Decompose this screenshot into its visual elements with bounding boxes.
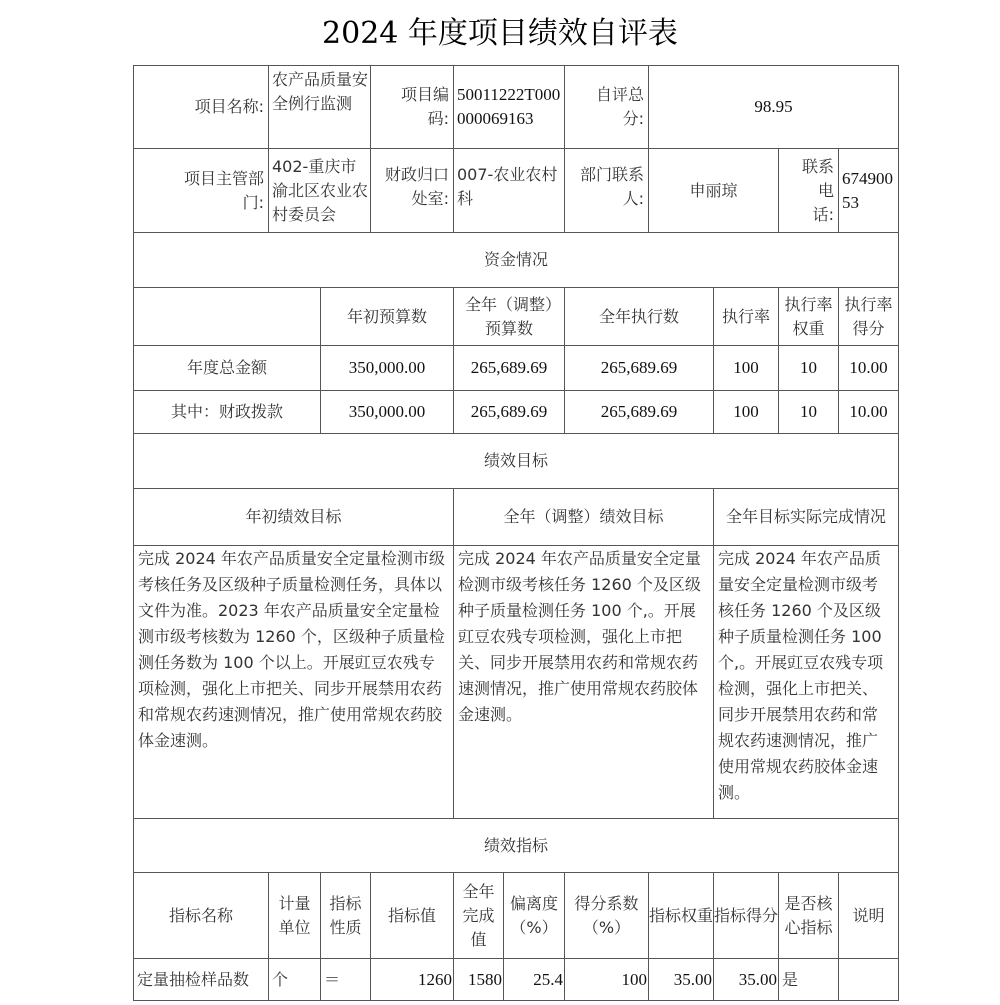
funding-row-fiscal-adjusted: 265,689.69 (453, 390, 565, 434)
project-name-value: 农产品质量安全例行监测 (268, 65, 371, 149)
funding-row-total-score: 10.00 (838, 345, 899, 391)
goals-section-title: 绩效目标 (133, 433, 899, 489)
indicator-row-note (838, 958, 899, 1001)
indicator-row-unit: 个 (268, 958, 321, 1001)
funding-header-executed: 全年执行数 (564, 287, 714, 346)
indicator-row-deviation: 25.4 (503, 958, 565, 1001)
indicator-row-coefficient: 100 (564, 958, 649, 1001)
funding-header-rate-score: 执行率得分 (838, 287, 899, 346)
indicators-header-coefficient: 得分系数（%） (564, 872, 649, 959)
dept-label: 项目主管部门: (133, 148, 269, 233)
funding-row-fiscal-weight: 10 (778, 390, 839, 434)
funding-row-total-rate: 100 (713, 345, 779, 391)
indicators-header-nature: 指标性质 (320, 872, 371, 959)
indicators-header-actual: 全年完成值 (453, 872, 504, 959)
indicators-header-unit: 计量单位 (268, 872, 321, 959)
dept-value: 402-重庆市渝北区农业农村委员会 (268, 148, 371, 233)
funding-row-total-adjusted: 265,689.69 (453, 345, 565, 391)
finance-office-label: 财政归口处室: (370, 148, 454, 233)
indicator-row-core: 是 (778, 958, 839, 1001)
funding-row-fiscal-initial: 350,000.00 (320, 390, 454, 434)
funding-section-title: 资金情况 (133, 232, 899, 288)
funding-row-total-weight: 10 (778, 345, 839, 391)
self-score-value: 98.95 (648, 65, 899, 149)
funding-header-initial-budget: 年初预算数 (320, 287, 454, 346)
funding-header-rate: 执行率 (713, 287, 779, 346)
indicator-row-score: 35.00 (713, 958, 779, 1001)
contact-value: 申丽琼 (648, 148, 779, 233)
indicator-row-nature: ＝ (320, 958, 371, 1001)
goals-header-actual: 全年目标实际完成情况 (713, 488, 899, 546)
goals-initial-text: 完成 2024 年农产品质量安全定量检测市级考核任务及区级种子质量检测任务，具体以文件为准。2023 年农产品质量安全定量检测市级考核数为 1260 个，区级种子质量检测任务数为 100 个以上。开展豇豆农残专项检测，强化上市把关、同步开展禁用农药和常规农药速测情况，推广使用常规农药胶体金速测。 (133, 545, 454, 819)
indicators-section-title: 绩效指标 (133, 818, 899, 873)
indicator-row-actual: 1580 (453, 958, 504, 1001)
project-code-value: 50011222T000000069163 (453, 65, 565, 149)
funding-row-fiscal-label: 其中：财政拨款 (133, 390, 321, 434)
self-score-label: 自评总分: (564, 65, 649, 149)
indicators-header-core: 是否核心指标 (778, 872, 839, 959)
contact-label: 部门联系人: (564, 148, 649, 233)
indicators-header-note: 说明 (838, 872, 899, 959)
indicator-row-name: 定量抽检样品数 (133, 958, 269, 1001)
funding-row-fiscal-executed: 265,689.69 (564, 390, 714, 434)
funding-row-total-initial: 350,000.00 (320, 345, 454, 391)
funding-row-fiscal-rate: 100 (713, 390, 779, 434)
funding-header-blank (133, 287, 321, 346)
phone-value: 67490053 (838, 148, 899, 233)
goals-adjusted-text: 完成 2024 年农产品质量安全定量检测市级考核任务 1260 个及区级种子质量检测任务 100 个,。开展豇豆农残专项检测，强化上市把关、同步开展禁用农药和常规农药速测情况，推广使用常规农药胶体金速测。 (453, 545, 714, 819)
finance-office-value: 007-农业农村科 (453, 148, 565, 233)
funding-header-adjusted-budget: 全年（调整）预算数 (453, 287, 565, 346)
goals-header-adjusted: 全年（调整）绩效目标 (453, 488, 714, 546)
phone-label: 联系电话: (778, 148, 839, 233)
indicators-header-score: 指标得分 (713, 872, 779, 959)
indicator-row-target: 1260 (370, 958, 454, 1001)
indicators-header-name: 指标名称 (133, 872, 269, 959)
page-title: 2024 年度项目绩效自评表 (322, 16, 678, 51)
project-code-label: 项目编码: (370, 65, 454, 149)
indicators-header-weight: 指标权重 (648, 872, 714, 959)
indicators-header-target: 指标值 (370, 872, 454, 959)
funding-header-rate-weight: 执行率权重 (778, 287, 839, 346)
goals-header-initial: 年初绩效目标 (133, 488, 454, 546)
funding-row-total-label: 年度总金额 (133, 345, 321, 391)
indicators-header-deviation: 偏离度（%） (503, 872, 565, 959)
goals-actual-text: 完成 2024 年农产品质量安全定量检测市级考核任务 1260 个及区级种子质量检测任务 100 个,。开展豇豆农残专项检测，强化上市把关、同步开展禁用农药和常规农药速测情况，推广使用常规农药胶体金速测。 (713, 545, 899, 819)
funding-row-fiscal-score: 10.00 (838, 390, 899, 434)
funding-row-total-executed: 265,689.69 (564, 345, 714, 391)
indicator-row-weight: 35.00 (648, 958, 714, 1001)
project-name-label: 项目名称: (133, 65, 269, 149)
